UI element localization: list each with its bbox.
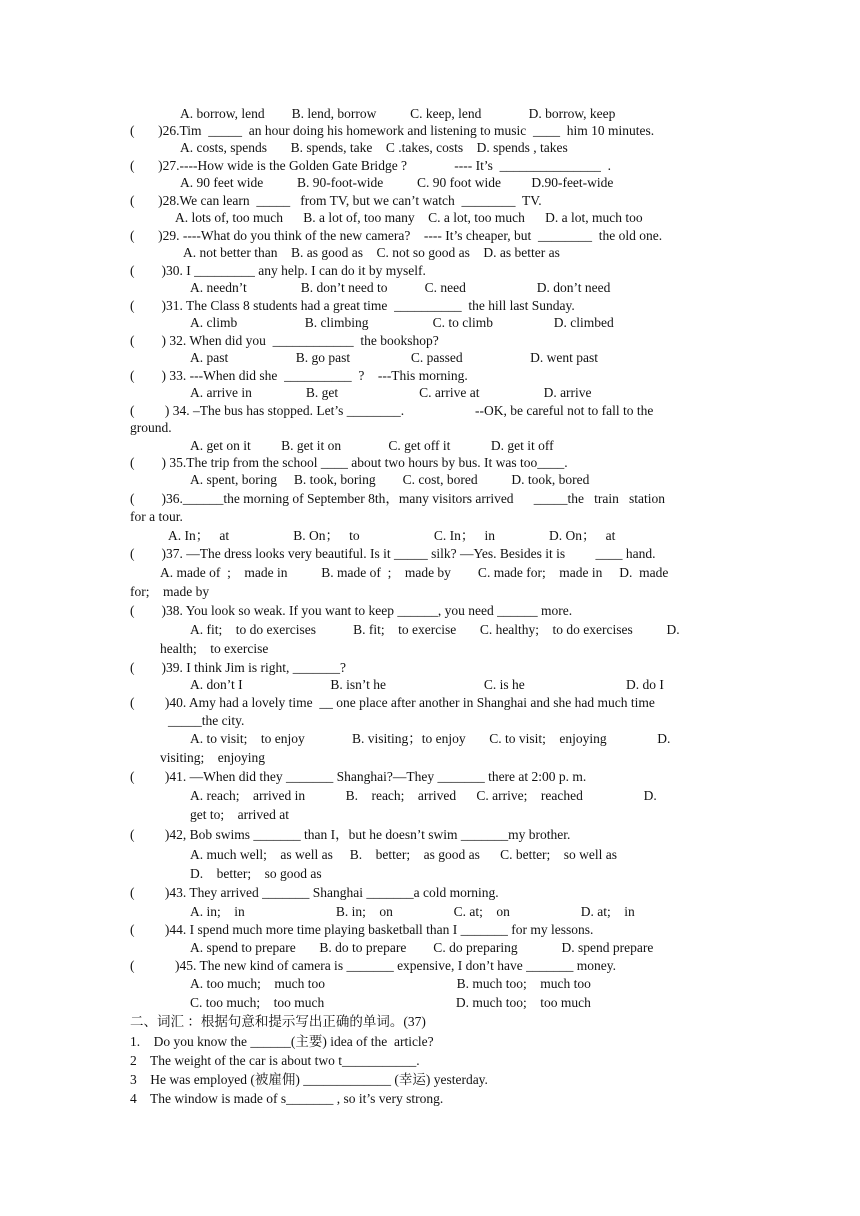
text-line: ( )38. You look so weak. If you want to keep ______, you need ______ more. <box>130 603 573 618</box>
text-line: for a tour. <box>130 509 183 524</box>
text-line: A. too much; much too B. much too; much too <box>190 976 591 991</box>
text-line: A. get on it B. get it on C. get off it D. get it off <box>190 438 554 453</box>
text-line: ( )30. I _________ any help. I can do it by myself. <box>130 263 426 278</box>
text-line: A. spent, boring B. took, boring C. cost, bored D. took, bored <box>190 472 590 487</box>
text-line: A. costs, spends B. spends, take C .takes, costs D. spends , takes <box>180 140 568 155</box>
text-line: A. lots of, too much B. a lot of, too many C. a lot, too much D. a lot, much too <box>175 210 643 225</box>
text-line: ( )31. The Class 8 students had a great time __________ the hill last Sunday. <box>130 298 575 313</box>
text-line: ( )27.----How wide is the Golden Gate Bridge ? ---- It’s _______________ . <box>130 158 612 173</box>
text-line: A. in; in B. in; on C. at; on D. at; in <box>190 904 635 919</box>
text-line: ( )36.______the morning of September 8th，many visitors arrived _____the train station <box>130 491 666 506</box>
text-line: A. borrow, lend B. lend, borrow C. keep, lend D. borrow, keep <box>180 106 616 121</box>
text-line: 2 The weight of the car is about two t___________. <box>130 1053 420 1068</box>
text-line: ( ) 33. ---When did she __________ ? ---This morning. <box>130 368 468 383</box>
text-line: 1. Do you know the ______(主要) idea of the article? <box>130 1034 434 1049</box>
text-line: ( )39. I think Jim is right, _______? <box>130 660 346 675</box>
text-line: ( ) 34. –The bus has stopped. Let’s ________. --OK, be careful not to fall to the <box>130 403 654 418</box>
text-line: A. fit; to do exercises B. fit; to exercise C. healthy; to do exercises D. <box>190 622 680 637</box>
text-line: A. much well; as well as B. better; as good as C. better; so well as <box>190 847 618 862</box>
text-line: 二、词汇 ：根据句意和提示写出正确的单词。(37) <box>130 1014 426 1029</box>
text-line: A. to visit; to enjoy B. visiting；to enjoy C. to visit; enjoying D. <box>190 731 671 746</box>
text-line: A. In； at B. On； to C. In； in D. On； at <box>168 528 616 543</box>
text-line: ( )41. —When did they _______ Shanghai?—They _______ there at 2:00 p. m. <box>130 769 587 784</box>
text-line: A. don’t I B. isn’t he C. is he D. do I <box>190 677 664 692</box>
text-line: A. climb B. climbing C. to climb D. climbed <box>190 315 614 330</box>
text-line: A. past B. go past C. passed D. went past <box>190 350 598 365</box>
text-line: health; to exercise <box>160 641 269 656</box>
text-line: A. reach; arrived in B. reach; arrived C. arrive; reached D. <box>190 788 657 803</box>
text-line: A. made of ; made in B. made of ; made by C. made for; made in D. made <box>160 565 669 580</box>
text-line: ( )37. —The dress looks very beautiful. Is it _____ silk? —Yes. Besides it is ____ hand. <box>130 546 656 561</box>
text-line: ( )29. ----What do you think of the new camera? ---- It’s cheaper, but ________ the old one. <box>130 228 663 243</box>
text-line: ( )43. They arrived _______ Shanghai _______a cold morning. <box>130 885 499 900</box>
text-line: visiting; enjoying <box>160 750 266 765</box>
text-line: C. too much; too much D. much too; too much <box>190 995 591 1010</box>
text-line: ( )28.We can learn _____ from TV, but we can’t watch ________ TV. <box>130 193 542 208</box>
text-line: ( )42, Bob swims _______ than I，but he doesn’t swim _______my brother. <box>130 827 571 842</box>
text-line: ( )26.Tim _____ an hour doing his homework and listening to music ____ him 10 minutes. <box>130 123 655 138</box>
text-line: ground. <box>130 420 172 435</box>
text-line: 3 He was employed (被雇佣) _____________ (幸运) yesterday. <box>130 1072 488 1087</box>
text-line: A. not better than B. as good as C. not so good as D. as better as <box>183 245 560 260</box>
text-line: _____the city. <box>168 713 245 728</box>
text-line: ( ) 32. When did you ____________ the bookshop? <box>130 333 439 348</box>
text-line: get to; arrived at <box>190 807 289 822</box>
text-line: A. 90 feet wide B. 90-foot-wide C. 90 foot wide D.90-feet-wide <box>180 175 614 190</box>
text-line: ( )40. Amy had a lovely time __ one place after another in Shanghai and she had much time <box>130 695 655 710</box>
text-line: A. spend to prepare B. do to prepare C. do preparing D. spend prepare <box>190 940 654 955</box>
text-line: A. arrive in B. get C. arrive at D. arrive <box>190 385 592 400</box>
text-line: ( )45. The new kind of camera is _______ expensive, I don’t have _______ money. <box>130 958 617 973</box>
text-line: ( )44. I spend much more time playing basketball than I _______ for my lessons. <box>130 922 594 937</box>
text-line: D. better; so good as <box>190 866 322 881</box>
text-line: ( ) 35.The trip from the school ____ about two hours by bus. It was too____. <box>130 455 568 470</box>
text-line: for; made by <box>130 584 210 599</box>
text-line: 4 The window is made of s_______ , so it’s very strong. <box>130 1091 444 1106</box>
text-line: A. needn’t B. don’t need to C. need D. don’t need <box>190 280 611 295</box>
